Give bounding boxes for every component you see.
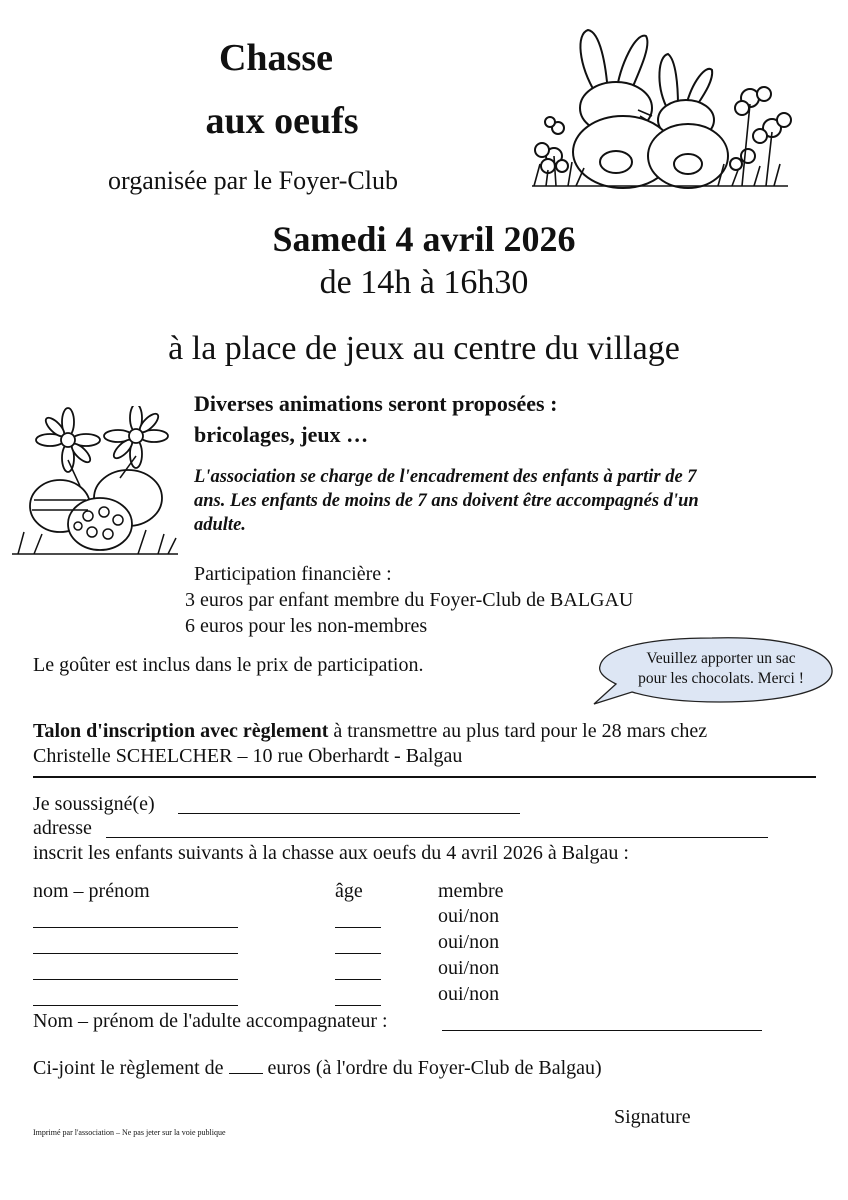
bubble-line2: pour les chocolats. Merci ! (638, 670, 804, 687)
fees-non-member: 6 euros pour les non-membres (185, 615, 428, 637)
eggs-flowers-illustration (8, 406, 184, 576)
event-place: à la place de jeux au centre du village (168, 330, 680, 367)
organizer-line: organisée par le Foyer-Club (108, 166, 398, 195)
bubble-line1: Veuillez apporter un sac (646, 650, 796, 667)
event-date: Samedi 4 avril 2026 (272, 219, 576, 259)
child-age-field[interactable] (335, 931, 381, 954)
child-name-field[interactable] (33, 983, 238, 1006)
supervision-line1: L'association se charge de l'encadrement des enfants à partir de 7 (194, 467, 697, 487)
registration-contact: Christelle SCHELCHER – 10 rue Oberhardt - Balgau (33, 745, 463, 767)
payment-line (33, 1055, 602, 1080)
col-name-header: nom – prénom (33, 880, 150, 902)
child-age-field[interactable] (335, 905, 381, 928)
child-age-field[interactable] (335, 983, 381, 1006)
adult-field[interactable] (442, 1008, 762, 1031)
title-line2: aux oeufs (205, 100, 359, 142)
col-member-header: membre (438, 880, 504, 902)
enrolls-line: inscrit les enfants suivants à la chasse aux oeufs du 4 avril 2026 à Balgau : (33, 842, 629, 864)
fees-member: 3 euros par enfant membre du Foyer-Club de BALGAU (185, 589, 634, 611)
payment-before: Ci-joint le règlement de (33, 1057, 224, 1079)
signature-label: Signature (614, 1106, 691, 1128)
address-label: adresse (33, 817, 92, 839)
member-choice[interactable]: oui/non (438, 931, 500, 953)
member-choice[interactable]: oui/non (438, 957, 500, 979)
child-name-field[interactable] (33, 905, 238, 928)
registration-heading-bold: Talon d'inscription avec règlement (33, 720, 329, 742)
adult-label: Nom – prénom de l'adulte accompagnateur : (33, 1010, 388, 1032)
registration-heading (33, 720, 707, 743)
address-field[interactable] (106, 815, 768, 838)
event-time: de 14h à 16h30 (319, 264, 529, 301)
child-age-field[interactable] (335, 957, 381, 980)
cut-line (33, 776, 816, 778)
bunnies-illustration (528, 24, 798, 192)
supervision-line2: ans. Les enfants de moins de 7 ans doivent être accompagnés d'un (194, 491, 699, 511)
payment-after: euros (à l'ordre du Foyer-Club de Balgau) (267, 1057, 602, 1079)
snack-note: Le goûter est inclus dans le prix de participation. (33, 654, 424, 676)
undersigned-field[interactable] (178, 791, 520, 814)
footer-note: Imprimé par l'association – Ne pas jeter sur la voie publique (33, 1128, 226, 1137)
col-age-header: âge (335, 880, 363, 902)
child-name-field[interactable] (33, 931, 238, 954)
undersigned-label: Je soussigné(e) (33, 793, 155, 815)
member-choice[interactable]: oui/non (438, 905, 500, 927)
title-line1: Chasse (218, 37, 334, 79)
payment-amount-field[interactable] (229, 1055, 263, 1074)
registration-heading-rest: à transmettre au plus tard pour le 28 mars chez (328, 720, 708, 742)
fees-label: Participation financière : (194, 563, 392, 585)
child-name-field[interactable] (33, 957, 238, 980)
activities-line1: Diverses animations seront proposées : (194, 391, 558, 416)
supervision-line3: adulte. (194, 515, 246, 535)
activities-line2: bricolages, jeux … (194, 422, 369, 447)
member-choice[interactable]: oui/non (438, 983, 500, 1005)
